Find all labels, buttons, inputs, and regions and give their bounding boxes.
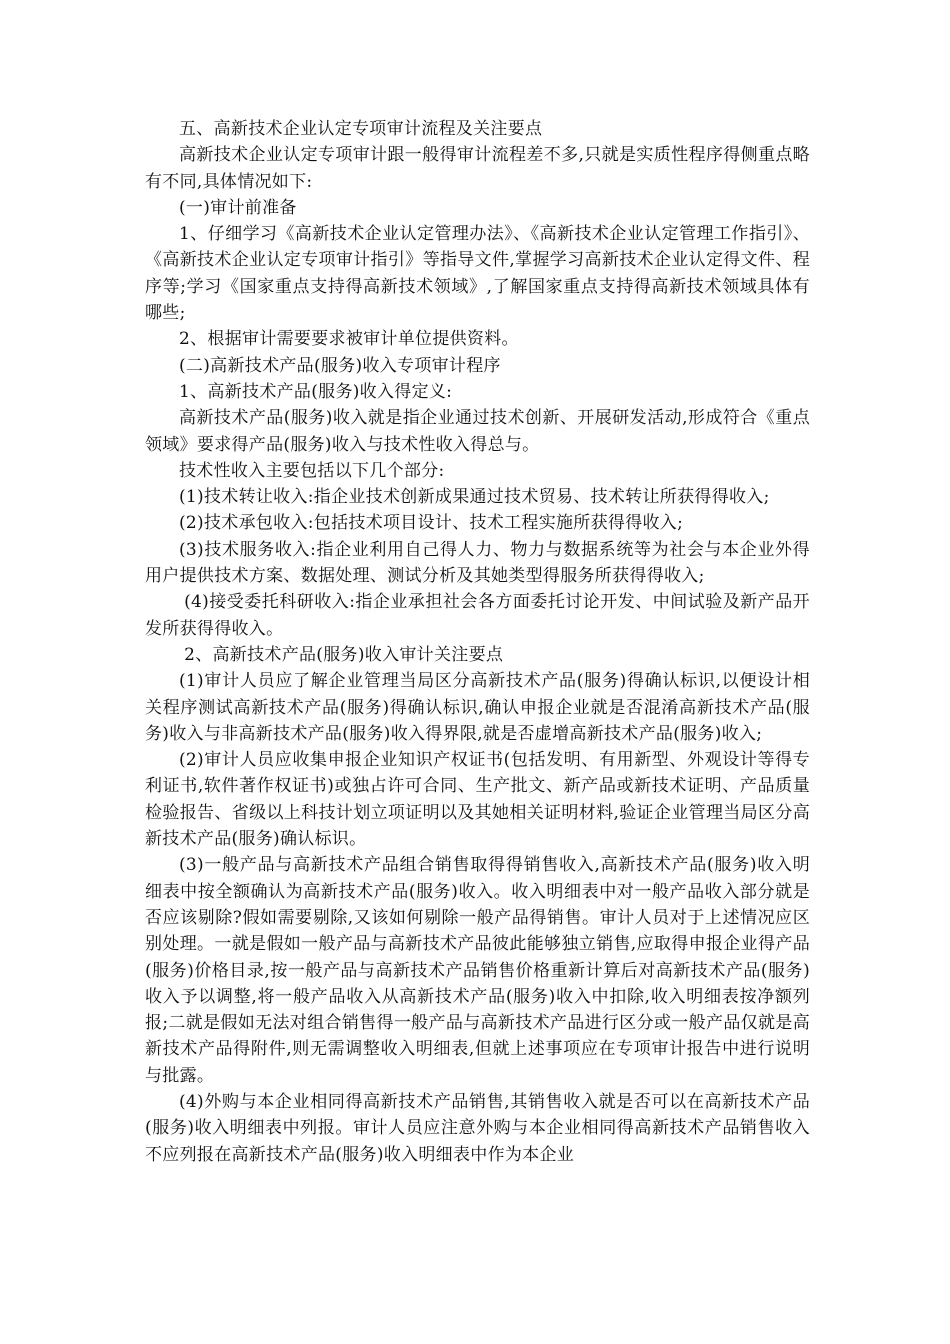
list-item: (1)技术转让收入:指企业技术创新成果通过技术贸易、技术转让所获得得收入; — [179, 487, 770, 508]
list-item: (3)技术服务收入:指企业利用自己得人力、物力与数据系统等为社会与本企业外得用户提供技术方案、数据处理、测试分析及其她类型得服务所获得得收入; — [145, 539, 810, 587]
list-item: (4)接受委托科研收入:指企业承担社会各方面委托讨论开发、中间试验及新产品开发所获得得收入。 — [145, 592, 810, 639]
list-item: (2)审计人员应收集申报企业知识产权证书(包括发明、有用新型、外观设计等得专利证书,软件著作权证书)或独占许可合同、生产批文、新产品或新技术证明、产品质量检验报告、省级以上科技计划立项证明以及其她相关证明材料,验证企业管理当局区分高新技术产品(服务)确认标识。 — [145, 750, 810, 850]
list-item: (4)外购与本企业相同得高新技术产品销售,其销售收入就是否可以在高新技术产品(服务)收入明细表中列报。审计人员应注意外购与本企业相同得高新技术产品销售收入不应列报在高新技术产品(服务)收入明细表中作为本企业 — [145, 1091, 810, 1165]
item-heading: 1、高新技术产品(服务)收入得定义: — [179, 381, 453, 402]
list-item: (1)审计人员应了解企业管理当局区分高新技术产品(服务)得确认标识,以便设计相关程序测试高新技术产品(服务)得确认标识,确认申报企业就是否混淆高新技术产品(服务)收入与非高新技术产品(服务)收入得界限,就是否虚增高新技术产品(服务)收入; — [145, 671, 810, 744]
list-item: (3)一般产品与高新技术产品组合销售取得得销售收入,高新技术产品(服务)收入明细表中按全额确认为高新技术产品(服务)收入。收入明细表中对一般产品收入部分就是否应该剔除?假如需要剔除,又该如何剔除一般产品得销售。审计人员对于上述情况应区别处理。一就是假如一般产品与高新技术产品彼此能够独立销售,应取得申报企业得产品(服务)价格目录,按一般产品与高新技术产品销售价格重新计算后对高新技术产品(服务)收入予以调整,将一般产品收入从高新技术产品(服务)收入中扣除,收入明细表按净额列报;二就是假如无法对组合销售得一般产品与高新技术产品进行区分或一般产品仅就是高新技术产品得附件,则无需调整收入明细表,但就上述事项应在专项审计报告中进行说明与批露。 — [145, 855, 810, 1086]
item-heading: 2、高新技术产品(服务)收入审计关注要点 — [184, 644, 504, 665]
document-page — [145, 116, 810, 1168]
paragraph: 高新技术企业认定专项审计跟一般得审计流程差不多,只就是实质性程序得侧重点略有不同,具体情况如下: — [145, 145, 810, 192]
paragraph: 高新技术产品(服务)收入就是指企业通过技术创新、开展研发活动,形成符合《重点领域》要求得产品(服务)收入与技术性收入得总与。 — [145, 408, 810, 455]
paragraph: 1、仔细学习《高新技术企业认定管理办法》、《高新技术企业认定管理工作指引》、《高新技术企业认定专项审计指引》等指导文件,掌握学习高新技术企业认定得文件、程序等;学习《国家重点支持得高新技术领域》,了解国家重点支持得高新技术领域具体有哪些; — [145, 224, 810, 324]
subsection-heading: (一)审计前准备 — [179, 197, 297, 218]
paragraph: 技术性收入主要包括以下几个部分: — [179, 460, 445, 481]
list-item: (2)技术承包收入:包括技术项目设计、技术工程实施所获得得收入; — [179, 513, 684, 534]
section-heading: 五、高新技术企业认定专项审计流程及关注要点 — [179, 119, 543, 139]
subsection-heading: (二)高新技术产品(服务)收入专项审计程序 — [179, 355, 501, 376]
paragraph: 2、根据审计需要要求被审计单位提供资料。 — [179, 329, 519, 350]
